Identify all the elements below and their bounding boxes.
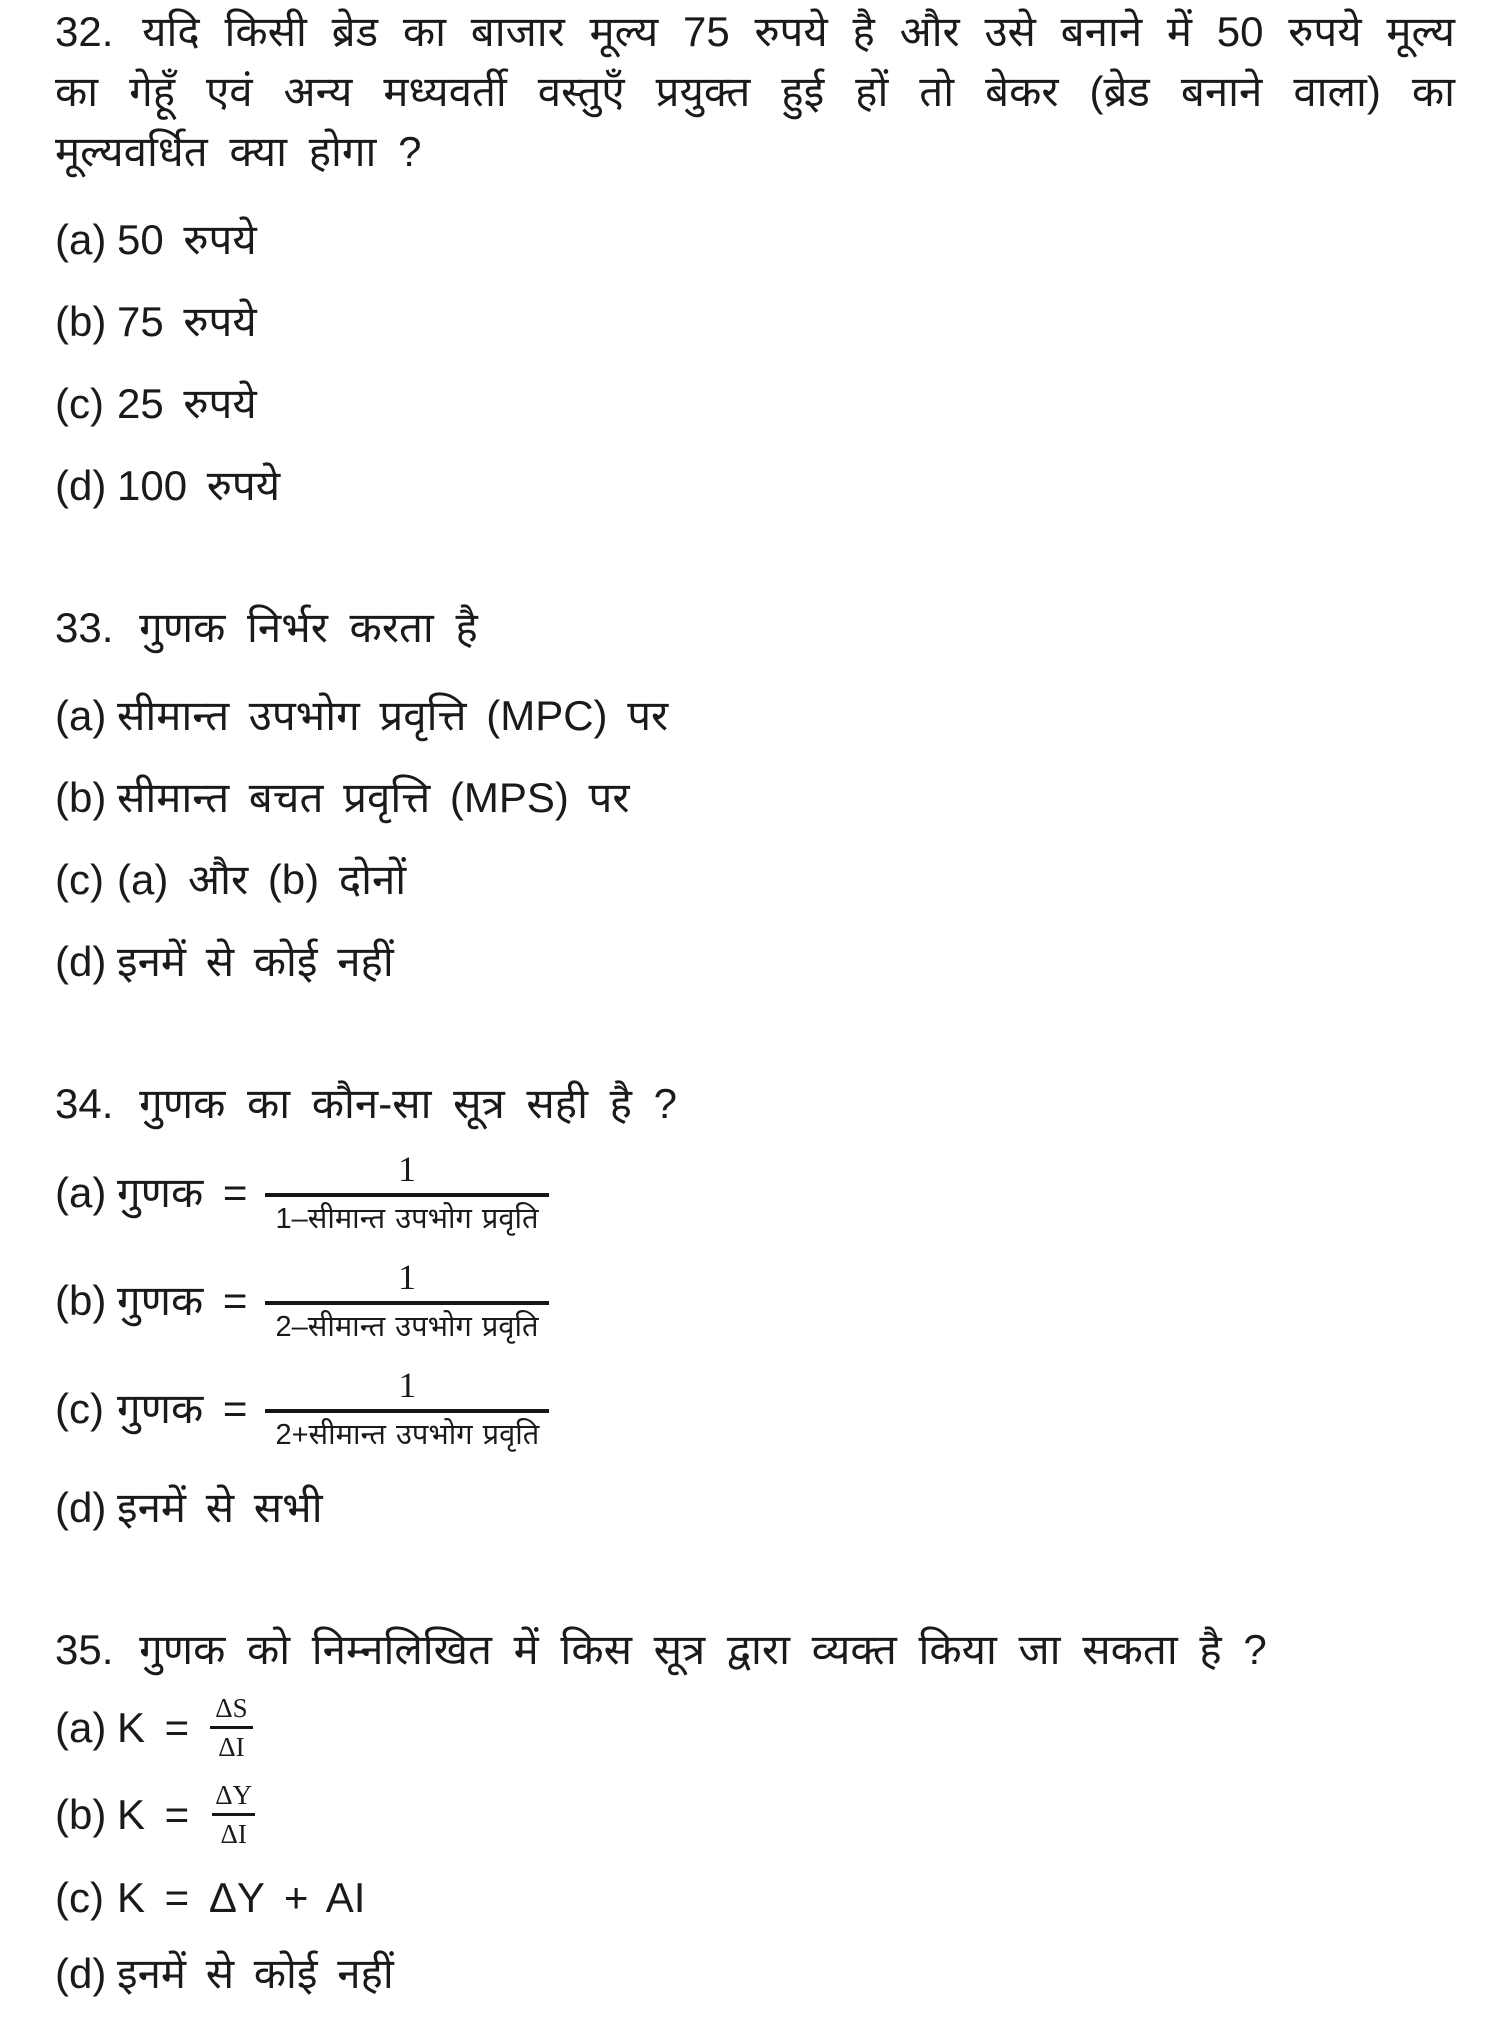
fraction-denominator: 2–सीमान्त उपभोग प्रवृति	[265, 1301, 548, 1344]
formula-prefix: गुणक =	[117, 1169, 248, 1216]
fraction-denominator: 1–सीमान्त उपभोग प्रवृति	[265, 1193, 548, 1236]
option-label: (b)	[55, 774, 107, 821]
question-34	[55, 1074, 1455, 1532]
option-b	[55, 774, 1455, 822]
option-label: (c)	[55, 380, 104, 427]
option-c	[55, 1874, 1455, 1922]
question-body-text: गुणक का कौन-सा सूत्र सही है ?	[139, 1080, 677, 1127]
option-text: 25 रुपये	[117, 380, 257, 427]
formula-prefix: K =	[117, 1703, 190, 1751]
question-body-text: यदि किसी ब्रेड का बाजार मूल्य 75 रुपये है और उसे बनाने में 50 रुपये मूल्य का गेहूँ एवं अन्य मध्यवर्ती वस्तुएँ प्रयुक्त हुई हों तो बेकर (ब्रेड बनाने वाला) का मूल्यवर्धित क्या होगा ?	[55, 8, 1455, 175]
option-a	[55, 1694, 1455, 1761]
question-text	[55, 598, 1455, 658]
option-b	[55, 298, 1455, 346]
option-label: (c)	[55, 1874, 104, 1921]
formula-prefix: गुणक =	[117, 1277, 248, 1324]
fraction-numerator: 1	[398, 1257, 416, 1297]
option-text: सीमान्त बचत प्रवृत्ति (MPS) पर	[117, 774, 630, 821]
option-label: (d)	[55, 938, 107, 985]
option-label: (d)	[55, 1484, 107, 1531]
option-a	[55, 692, 1455, 740]
option-label: (d)	[55, 1950, 107, 1997]
option-text: 75 रुपये	[117, 298, 257, 345]
question-text	[55, 2, 1455, 182]
fraction	[265, 1366, 549, 1452]
option-label: (b)	[55, 298, 107, 345]
formula-prefix: K =	[117, 1790, 190, 1838]
fraction-numerator: 1	[398, 1149, 416, 1189]
question-33	[55, 598, 1455, 986]
option-text: सीमान्त उपभोग प्रवृत्ति (MPC) पर	[117, 692, 669, 739]
fraction-denominator: ΔI	[210, 1726, 252, 1761]
question-number: 32.	[55, 8, 114, 55]
option-label: (c)	[55, 1385, 104, 1432]
option-text: इनमें से कोई नहीं	[117, 938, 394, 985]
option-text: इनमें से कोई नहीं	[117, 1950, 394, 1997]
fraction-numerator: 1	[398, 1365, 417, 1405]
option-label: (b)	[55, 1277, 107, 1324]
fraction	[265, 1150, 548, 1236]
option-d	[55, 938, 1455, 986]
option-c	[55, 1366, 1455, 1452]
option-b	[55, 1781, 1455, 1848]
option-a	[55, 1150, 1455, 1236]
question-number: 35.	[55, 1626, 114, 1673]
fraction	[207, 1694, 255, 1761]
fraction-numerator: ΔS	[215, 1693, 248, 1723]
option-c	[55, 856, 1455, 904]
option-c	[55, 380, 1455, 428]
option-d	[55, 1484, 1455, 1532]
question-text	[55, 1620, 1455, 1680]
question-body-text: गुणक निर्भर करता है	[139, 604, 478, 651]
option-label: (d)	[55, 462, 107, 509]
option-label: (c)	[55, 856, 104, 903]
fraction-denominator: 2+सीमान्त उपभोग प्रवृति	[265, 1409, 549, 1452]
option-label: (a)	[55, 216, 107, 263]
question-body-text: गुणक को निम्नलिखित में किस सूत्र द्वारा व्यक्त किया जा सकता है ?	[139, 1626, 1267, 1673]
option-label: (a)	[55, 1703, 107, 1751]
fraction	[265, 1258, 548, 1344]
option-d	[55, 1950, 1455, 1998]
option-text: K = ΔY + AI	[117, 1874, 366, 1921]
option-text: 100 रुपये	[117, 462, 281, 509]
question-35	[55, 1620, 1455, 1998]
question-number: 34.	[55, 1080, 114, 1127]
option-label: (b)	[55, 1790, 107, 1838]
question-text	[55, 1074, 1455, 1134]
option-d	[55, 462, 1455, 510]
fraction-denominator: ΔI	[212, 1813, 254, 1848]
option-b	[55, 1258, 1455, 1344]
option-text: (a) और (b) दोनों	[117, 856, 407, 903]
formula-prefix: गुणक =	[117, 1385, 248, 1432]
option-text: 50 रुपये	[117, 216, 257, 263]
question-number: 33.	[55, 604, 114, 651]
fraction	[207, 1781, 260, 1848]
question-32	[55, 2, 1455, 510]
option-a	[55, 216, 1455, 264]
option-label: (a)	[55, 692, 107, 739]
option-label: (a)	[55, 1169, 107, 1216]
option-text: इनमें से सभी	[117, 1484, 323, 1531]
fraction-numerator: ΔY	[215, 1780, 253, 1810]
